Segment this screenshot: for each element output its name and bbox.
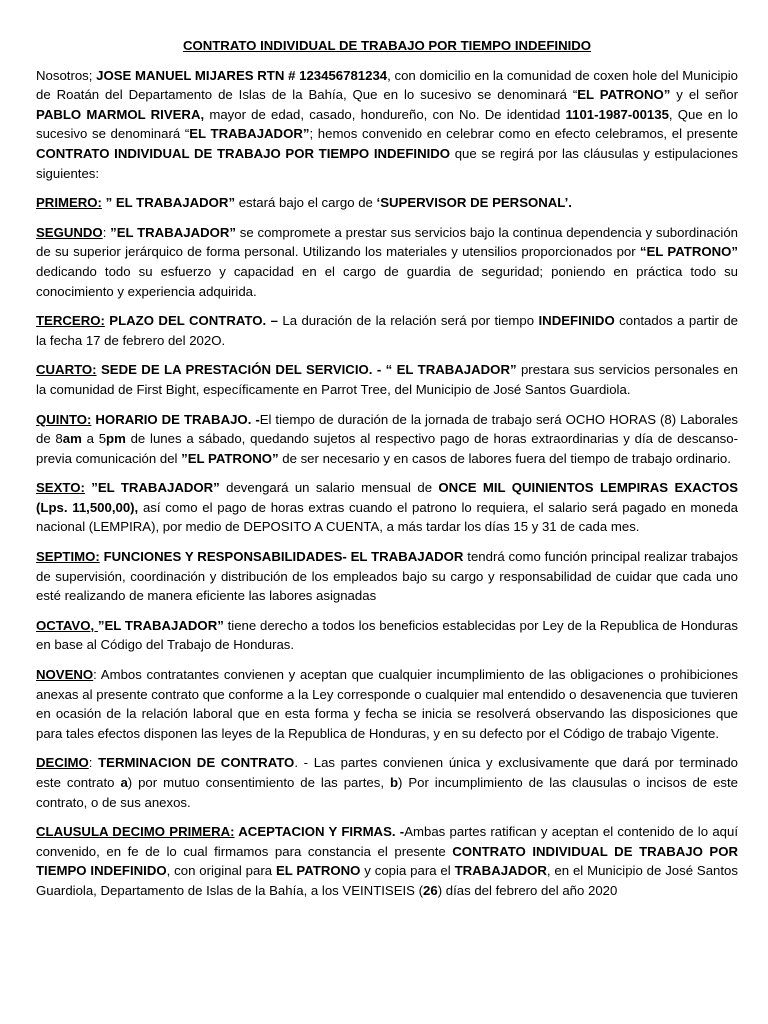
clause-text: : bbox=[88, 755, 99, 771]
clause-text: tiene derecho a todos los beneficios establecidas por Ley de la Republica de Honduras en base al Código del Trabajo de Honduras. bbox=[36, 617, 738, 653]
clause-primero bbox=[36, 193, 738, 213]
el-trabajador-term: ”EL TRABAJADOR” bbox=[97, 617, 224, 633]
clause-label: QUINTO: bbox=[36, 411, 92, 427]
intro-text: que se regirá por las cláusulas y estipulaciones siguientes: bbox=[36, 145, 738, 181]
el-trabajador-term: ”EL TRABAJADOR” bbox=[110, 224, 237, 240]
clause-cuarto bbox=[36, 360, 738, 399]
clause-label: SEPTIMO: bbox=[36, 549, 100, 565]
clause-heading: HORARIO DE TRABAJO. - bbox=[91, 411, 260, 427]
el-trabajador-term: EL TRABAJADOR” bbox=[189, 126, 310, 142]
clause-text: El tiempo de duración de la jornada de trabajo será OCHO HORAS (8) Laborales de 8 bbox=[36, 411, 738, 447]
clause-segundo bbox=[36, 223, 738, 301]
clause-text: dedicando todo su esfuerzo y capacidad en el cargo de guardia de seguridad; poniendo en práctica todo su conocimiento y experiencia adquirida. bbox=[36, 263, 738, 299]
clause-heading: TERMINACION DE CONTRATO bbox=[98, 755, 295, 771]
salary-amount: ONCE MIL QUINIENTOS LEMPIRAS EXACTOS (Lps. 11,500,00), bbox=[36, 480, 738, 515]
clause-label: PRIMERO: bbox=[36, 195, 102, 211]
clause-decimo bbox=[36, 753, 738, 812]
clause-heading: SEDE DE LA PRESTACIÓN DEL SERVICIO. - “ EL TRABAJADOR” bbox=[96, 362, 517, 378]
employer-name: JOSE MANUEL MIJARES RTN # 123456781234 bbox=[96, 67, 388, 83]
clause-text: ) por mutuo consentimiento de las partes, bbox=[127, 775, 390, 790]
clause-text: así como el pago de horas extras cuando el patrono lo requiera, el salario será pagado en moneda nacional (LEMPIRA), por medio de DEPOSITO A CUENTA, a más tardar los días 15 y 31 de cada mes. bbox=[36, 499, 738, 535]
id-number: 1101-1987-00135 bbox=[565, 106, 669, 122]
intro-text: mayor de edad, casado, hondureño, con No. De identidad bbox=[204, 106, 566, 122]
clause-quinto bbox=[36, 410, 738, 469]
clause-text: Ambas partes ratifican y aceptan el contenido de lo aquí convenido, en fe de lo cual firmamos para constancia el presente bbox=[36, 824, 738, 859]
clause-label: NOVENO bbox=[36, 667, 94, 683]
worker-name: PABLO MARMOL RIVERA, bbox=[36, 106, 205, 122]
intro-text: , con domicilio en la comunidad de coxen hole del Municipio de Roatán del Departamento de Islas de la Bahía, Que en lo sucesivo se denominará “ bbox=[36, 67, 738, 103]
intro-text: Nosotros; bbox=[36, 67, 97, 83]
intro-text: y el señor bbox=[670, 87, 739, 103]
pm-marker: pm bbox=[106, 431, 126, 447]
am-marker: am bbox=[62, 431, 82, 447]
clause-label: OCTAVO, bbox=[36, 617, 98, 633]
clause-text: ) días del febrero del año 2020 bbox=[437, 882, 618, 898]
indefinido-term: INDEFINIDO bbox=[538, 313, 615, 329]
clause-text: de ser necesario y en casos de labores fuera del tiempo de trabajo ordinario. bbox=[278, 450, 731, 466]
clause-label: TERCERO: bbox=[36, 313, 105, 329]
clause-text: , con original para bbox=[166, 863, 276, 879]
clause-text: . - Las partes convienen única y exclusivamente que dará por terminado este contrato bbox=[36, 755, 738, 790]
el-patrono-term: ”EL PATRONO” bbox=[181, 450, 279, 466]
clause-heading: ACEPTACION Y FIRMAS. - bbox=[234, 824, 405, 840]
intro-text: ; hemos convenido en celebrar como en efecto celebramos, el presente bbox=[309, 126, 739, 142]
clause-text: ) Por incumplimiento de las clausulas o incisos de este contrato, o de sus anexos. bbox=[36, 775, 738, 810]
clause-label: CUARTO: bbox=[36, 362, 97, 378]
clause-label: SEGUNDO bbox=[36, 224, 103, 240]
clause-text: de lunes a sábado, quedando sujetos al respectivo pago de horas extraordinarias y día de descanso- previa comunicación del bbox=[36, 431, 738, 466]
clause-text: devengará un salario mensual de bbox=[219, 480, 439, 496]
clause-label: CLAUSULA DECIMO PRIMERA: bbox=[36, 824, 235, 840]
clause-text: La duración de la relación será por tiempo bbox=[277, 313, 539, 329]
trabajador-term: TRABAJADOR bbox=[454, 863, 547, 879]
clause-heading: PLAZO DEL CONTRATO. – bbox=[104, 313, 278, 329]
role-title: ‘SUPERVISOR DE PERSONAL’. bbox=[376, 195, 572, 211]
clause-label: DECIMO bbox=[36, 755, 89, 771]
clause-text: a 5 bbox=[81, 431, 107, 447]
el-trabajador-term: ” EL TRABAJADOR” bbox=[101, 195, 236, 211]
clause-text: estará bajo el cargo de bbox=[235, 195, 377, 211]
el-patrono-term: EL PATRONO” bbox=[577, 87, 671, 103]
document-title: CONTRATO INDIVIDUAL DE TRABAJO POR TIEMPO INDEFINIDO bbox=[182, 38, 592, 53]
clause-septimo bbox=[36, 547, 738, 606]
clause-octavo bbox=[36, 616, 738, 655]
contract-title-inline: CONTRATO INDIVIDUAL DE TRABAJO POR TIEMPO INDEFINIDO bbox=[36, 145, 451, 161]
signing-day: 26 bbox=[423, 882, 438, 898]
clause-text: : Ambos contratantes convienen y aceptan que cualquier incumplimiento de las obligaciones o prohibiciones anexas al presente contrato que conforme a la Ley corresponde o cualquier mal entendido o desavenencia que tuvieren en ocasión de la relación laboral que en esta forma y fecha se inicia se resolverá observando las disposiciones que para tales efectos disponen las leyes de la Republica de Honduras, y en su defecto por el Código de trabajo Vigente. bbox=[36, 667, 738, 741]
intro-paragraph bbox=[36, 66, 738, 184]
el-trabajador-term: ”EL TRABAJADOR” bbox=[84, 480, 220, 496]
clause-text: prestara sus servicios personales en la comunidad de First Bight, específicamente en Parrot Tree, del Municipio de José Santos Guardiola. bbox=[36, 362, 738, 397]
item-marker-a: a bbox=[120, 775, 128, 790]
intro-text: , Que en lo sucesivo se denominará “ bbox=[36, 106, 739, 142]
clause-heading: FUNCIONES Y RESPONSABILIDADES- EL TRABAJADOR bbox=[99, 549, 464, 565]
clause-text: tendrá como función principal realizar trabajos de supervisión, coordinación y distribución de los empleados bajo su cargo y responsabilidad de cuidar que cada uno esté realizando de manera eficiente las labores asignadas bbox=[36, 549, 738, 604]
clause-text: contados a partir de la fecha 17 de febrero del 202O. bbox=[36, 313, 739, 348]
el-patrono-term: EL PATRONO bbox=[275, 863, 361, 879]
clause-text: : bbox=[102, 224, 111, 240]
clause-text: , en el Municipio de José Santos Guardiola, Departamento de Islas de la Bahía, a los VEINTISEIS ( bbox=[36, 863, 738, 898]
el-patrono-term: “EL PATRONO” bbox=[639, 244, 738, 260]
clause-sexto bbox=[36, 478, 738, 537]
item-marker-b: b bbox=[389, 775, 399, 790]
clause-label: SEXTO: bbox=[36, 480, 85, 496]
clause-text: y copia para el bbox=[360, 863, 455, 879]
clause-noveno bbox=[36, 665, 738, 743]
clause-tercero bbox=[36, 311, 738, 350]
clause-text: se compromete a prestar sus servicios bajo la continua dependencia y subordinación de su superior jerárquico de forma personal. Utilizando los materiales y utensilios proporcionados por bbox=[36, 224, 738, 260]
clause-decimo-primera bbox=[36, 822, 738, 900]
contract-title-inline: CONTRATO INDIVIDUAL DE TRABAJO POR TIEMPO INDEFINIDO bbox=[36, 843, 738, 879]
